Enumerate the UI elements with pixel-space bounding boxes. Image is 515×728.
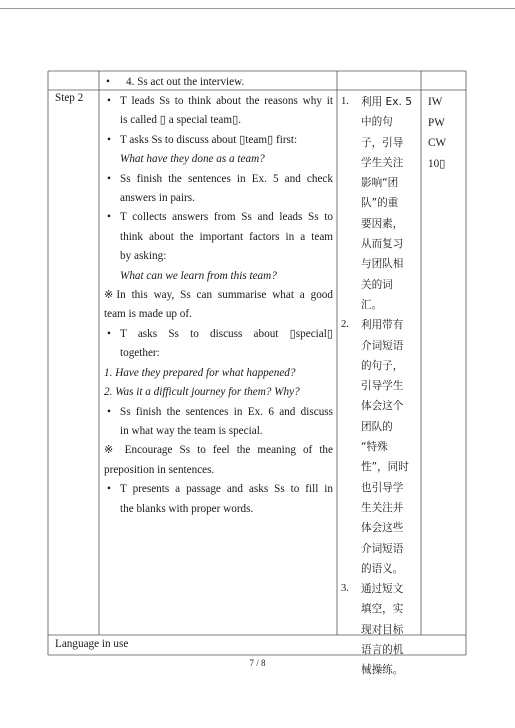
activity-bullet xyxy=(104,170,333,209)
activity-bullet xyxy=(104,480,333,519)
aim-line: 中的句 xyxy=(361,116,393,129)
aim-line: 的句子， xyxy=(361,359,404,372)
bullet-marker: • xyxy=(107,327,111,340)
page-number: 7 / 8 xyxy=(249,658,266,668)
activity-line: Ss finish the sentences in Ex. 5 and check xyxy=(120,172,333,185)
aim-line: 从而复习 xyxy=(361,238,404,251)
aim-line: 现对目标 xyxy=(361,623,404,636)
activity-line: answers in pairs. xyxy=(120,192,195,205)
bullet-marker: • xyxy=(107,483,111,496)
activity-italic xyxy=(104,150,333,169)
aim-line: 子，引导 xyxy=(361,136,404,149)
activity-line: T collects answers from Ss and leads Ss to xyxy=(120,211,333,224)
mode-pw: PW xyxy=(428,116,445,129)
bullet-marker: • xyxy=(107,95,111,107)
aim-line: “特殊 xyxy=(361,441,388,454)
mode-iw: IW xyxy=(428,96,443,108)
activities-column xyxy=(104,92,333,519)
activity-note xyxy=(104,286,333,325)
activity-line: Ss finish the sentences in Ex. 6 and discuss xyxy=(120,405,333,418)
aim-line: 与团队相 xyxy=(361,258,404,271)
activity-note2 xyxy=(104,441,333,480)
activity-line: in what way the team is special. xyxy=(120,424,263,437)
activity-line: the blanks with proper words. xyxy=(120,502,254,515)
bullet-marker: • xyxy=(107,405,111,418)
aim-line: 介词短语 xyxy=(361,542,404,555)
aim-item xyxy=(341,315,419,579)
aim-line: 体会这个 xyxy=(361,400,404,413)
aim-line: 学生关注 xyxy=(361,156,404,169)
aims-column xyxy=(341,92,419,681)
aim-line: 利用 Ex. 5 xyxy=(361,96,412,108)
language-in-use-row: Language in use xyxy=(55,638,129,650)
aim-line: 利用带有 xyxy=(361,319,404,332)
activity-line: What have they done as a team? xyxy=(120,153,265,166)
prev-row-item: • 4. Ss act out the interview. xyxy=(106,76,245,88)
aim-line: 性”，同时 xyxy=(361,461,409,474)
activity-line: T asks Ss to discuss about ▯special▯ xyxy=(120,327,333,340)
aim-line: 介词短语 xyxy=(361,339,404,352)
aim-line: 团队的 xyxy=(361,420,393,433)
aim-line: 也引导学 xyxy=(361,481,404,494)
activity-line: T leads Ss to think about the reasons why it xyxy=(120,95,333,107)
aim-line: 语言的机 xyxy=(361,644,404,657)
aim-line: 的语义。 xyxy=(361,562,404,575)
bullet-marker: • xyxy=(107,172,111,185)
activity-italic xyxy=(104,267,333,286)
activity-line: ※ Encourage Ss to feel the meaning of the xyxy=(104,444,333,457)
activity-line: ※In this way, Ss can summarise what a good xyxy=(104,289,333,302)
activity-bullet xyxy=(104,131,333,150)
activity-line: preposition in sentences. xyxy=(104,463,215,476)
interaction-modes xyxy=(428,92,446,174)
activity-line: is called ▯ a special team▯. xyxy=(120,114,242,127)
aim-line: 通过短文 xyxy=(361,583,404,596)
aim-line: 要因素， xyxy=(361,217,404,230)
aim-line: 械操练。 xyxy=(361,664,404,677)
activity-q xyxy=(104,383,333,402)
activity-q xyxy=(104,364,333,383)
activity-bullet xyxy=(104,92,333,131)
aim-item xyxy=(341,92,419,315)
step-label: Step 2 xyxy=(55,92,84,104)
aim-line: 影响“团 xyxy=(361,177,399,190)
activity-bullet xyxy=(104,325,333,364)
activity-line: T asks Ss to discuss about ▯team▯ first: xyxy=(120,133,298,146)
activity-line: think about the important factors in a team xyxy=(120,230,333,243)
mode-cw: CW xyxy=(428,137,447,150)
aim-line: 引导学生 xyxy=(361,380,404,393)
aim-line: 生关注并 xyxy=(361,501,404,514)
aim-line: 填空，实 xyxy=(361,603,404,616)
aim-line: 关的词 xyxy=(361,278,393,291)
activity-line: together: xyxy=(120,347,160,360)
bullet-marker: • xyxy=(107,211,111,224)
activity-bullet xyxy=(104,208,333,266)
aim-number: 3. xyxy=(341,583,349,595)
aim-line: 体会这些 xyxy=(361,522,404,535)
mode-time: 10▯ xyxy=(428,157,446,170)
bullet-marker: • xyxy=(107,133,111,146)
activity-line: What can we learn from this team? xyxy=(120,269,277,282)
aim-line: 汇。 xyxy=(361,298,383,311)
activity-line: 2. Was it a difficult journey for them? Why? xyxy=(104,386,300,399)
aim-line: 队”的重 xyxy=(361,197,399,210)
activity-line: T presents a passage and asks Ss to fill in xyxy=(120,483,333,496)
activity-line: team is made up of. xyxy=(104,308,192,321)
activity-bullet xyxy=(104,403,333,442)
aim-number: 1. xyxy=(341,96,349,107)
activity-line: 1. Have they prepared for what happened? xyxy=(104,366,296,379)
activity-line: by asking: xyxy=(120,250,167,263)
aim-number: 2. xyxy=(341,319,349,331)
